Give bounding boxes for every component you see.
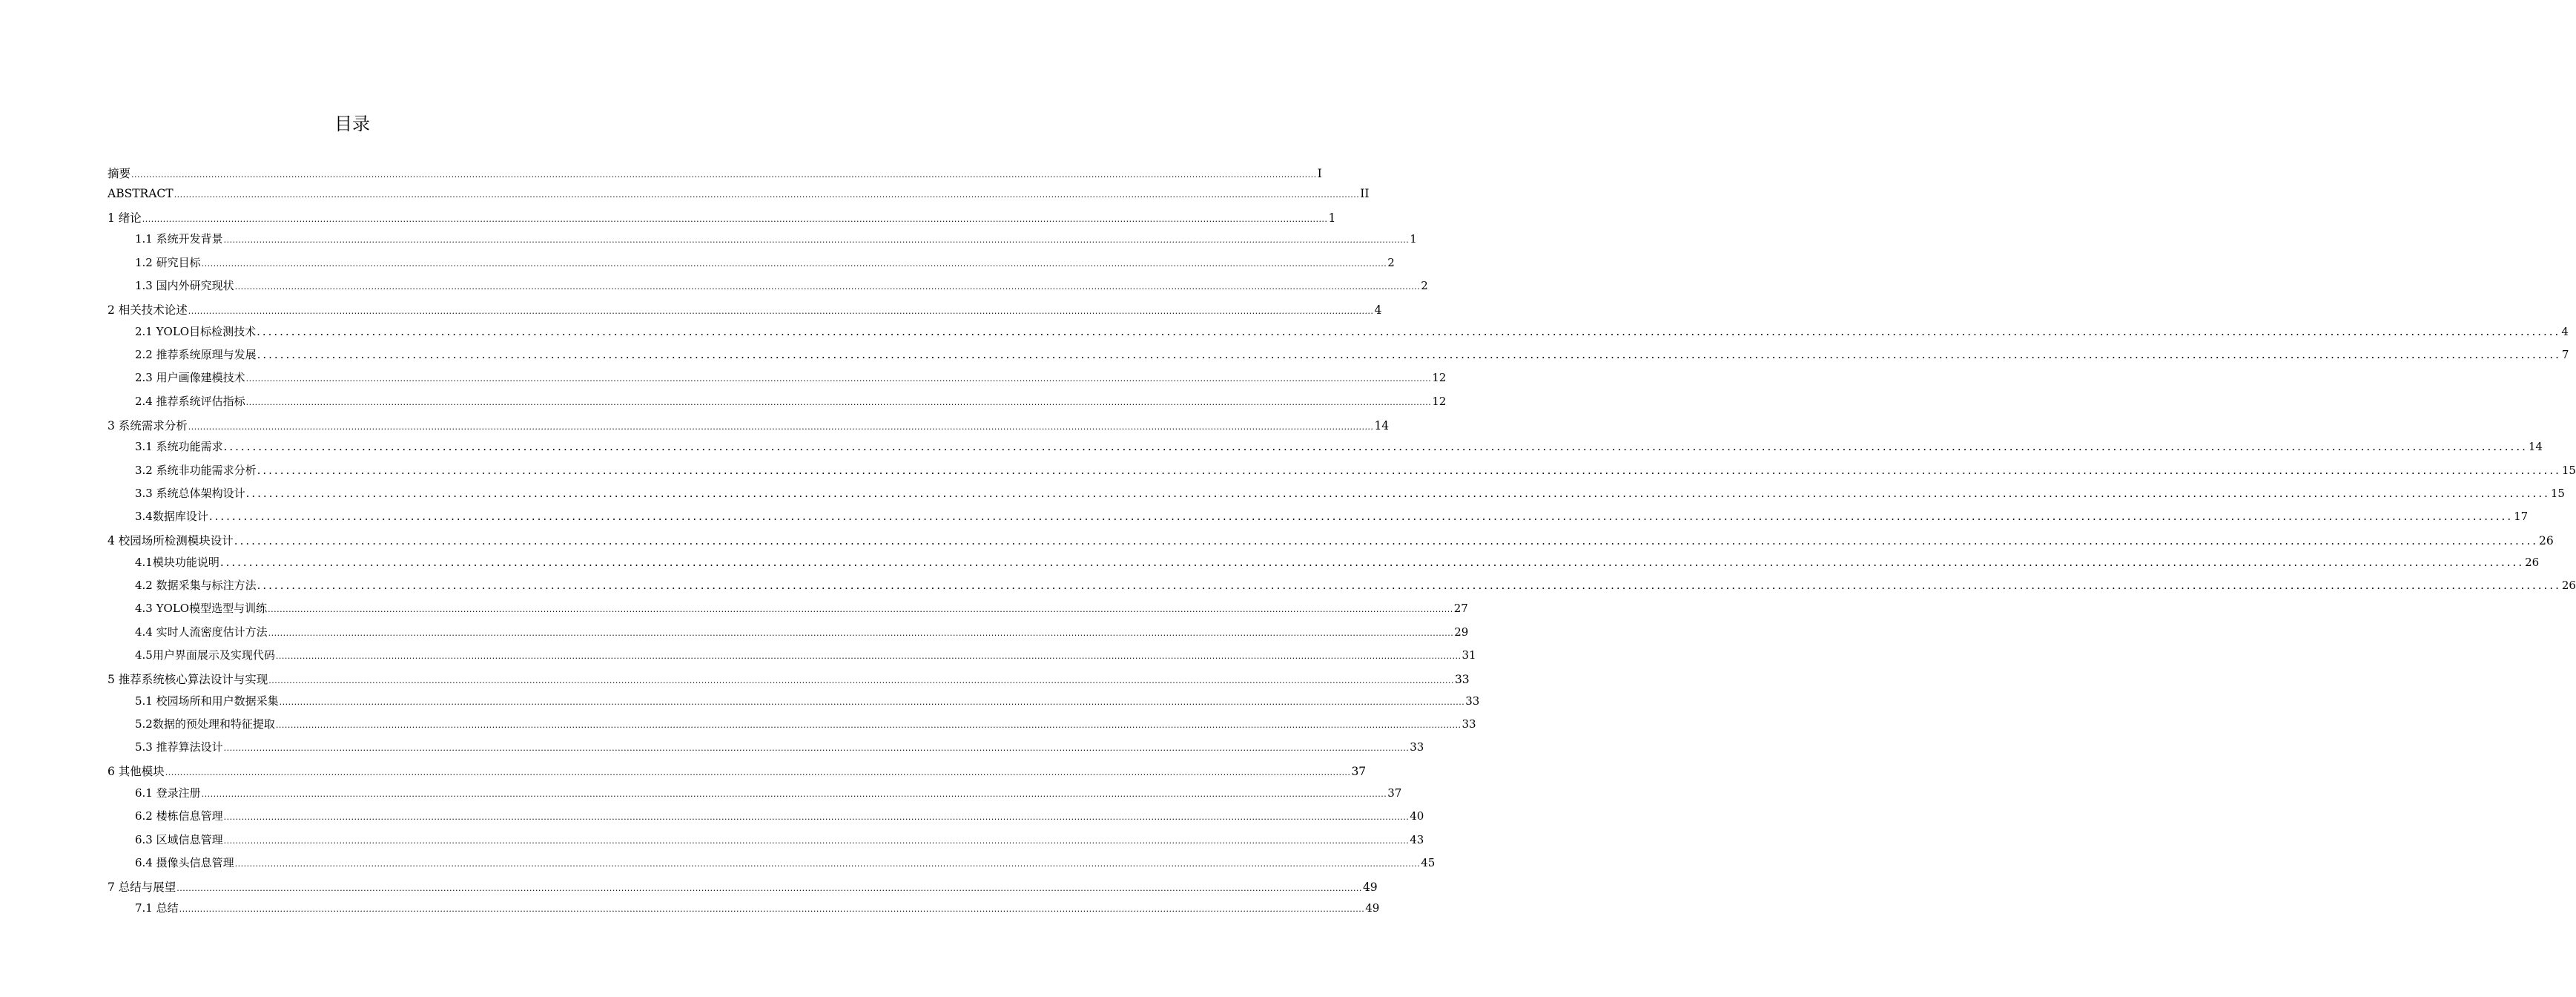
toc-dot-leader: ................................................................................................................................................................................................................................................................................................................................................................................................................ — [268, 605, 1453, 615]
toc-entry[interactable] — [108, 647, 1476, 666]
toc-entry[interactable] — [108, 508, 2529, 527]
toc-dot-leader: ................................................................................................................................................................................................................................................................................................................................................................................................................ — [268, 628, 1454, 638]
toc-dot-leader: ................................................................................................................................................................................................................................................................................................................................................................................................................ — [223, 812, 1410, 823]
toc-entry[interactable] — [108, 693, 1480, 712]
toc-dot-leader: ................................................................................................................................................................................................................................................................................................................................................................................................................ — [245, 374, 1432, 384]
toc-entry-page: 14 — [2528, 440, 2543, 454]
toc-entry-page: 33 — [1410, 740, 1424, 754]
toc-entry[interactable] — [108, 832, 1424, 851]
toc-entry[interactable] — [108, 855, 1436, 874]
toc-entry-title: 2.3 用户画像建模技术 — [135, 371, 245, 385]
toc-entry-page: 29 — [1454, 625, 1469, 639]
toc-dot-leader: ................................................................................................................................................................................................................................................................................................................................................................................................................ — [223, 835, 1410, 846]
toc-entry[interactable] — [108, 462, 2576, 481]
toc-entry[interactable] — [108, 671, 1470, 688]
toc-entry[interactable] — [108, 209, 1336, 227]
toc-dot-leader: ................................................................................................................................................................................................................................................................................................................................................................................................................ — [275, 651, 1462, 662]
toc-entry-page: 12 — [1432, 394, 1447, 408]
toc-entry-title: 2.4 推荐系统评估指标 — [135, 394, 245, 408]
toc-entry[interactable] — [108, 438, 2543, 458]
toc-dot-leader: ................................................................................................................................................................................................................................................................................................................................................................................................................ — [257, 579, 2561, 593]
toc-entry-page: 27 — [1453, 602, 1468, 616]
toc-entry-title: ABSTRACT — [108, 187, 174, 200]
toc-entry[interactable] — [108, 532, 2554, 550]
toc-dot-leader: ................................................................................................................................................................................................................................................................................................................................................................................................................ — [223, 235, 1410, 246]
toc-entry-title: 6.2 楼栋信息管理 — [135, 809, 223, 823]
toc-entry[interactable] — [108, 369, 1447, 389]
toc-entry-page: 4 — [2561, 324, 2569, 338]
toc-entry-title: 1.2 研究目标 — [135, 255, 201, 269]
toc-entry[interactable] — [108, 739, 1424, 758]
toc-entry[interactable] — [108, 417, 1390, 435]
toc-entry[interactable] — [108, 165, 1322, 182]
toc-dot-leader: ................................................................................................................................................................................................................................................................................................................................................................................................................ — [268, 676, 1454, 686]
toc-entry-title: 2.1 YOLO目标检测技术 — [135, 324, 257, 338]
toc-dot-leader: ................................................................................................................................................................................................................................................................................................................................................................................................................ — [176, 883, 1362, 893]
toc-entry[interactable] — [108, 577, 2576, 596]
toc-entry-title: 4.5用户界面展示及实现代码 — [135, 648, 275, 662]
toc-dot-leader: ................................................................................................................................................................................................................................................................................................................................................................................................................ — [179, 904, 1365, 915]
toc-entry[interactable] — [108, 485, 2565, 504]
toc-entry-title: 3.3 系统总体架构设计 — [135, 486, 245, 500]
toc-entry-page: 31 — [1462, 648, 1476, 662]
toc-entry[interactable] — [108, 323, 2569, 343]
toc-entry-title: 1.3 国内外研究现状 — [135, 279, 234, 293]
page-title: 目录 — [334, 113, 370, 134]
toc-dot-leader: ................................................................................................................................................................................................................................................................................................................................................................................................................ — [223, 743, 1410, 754]
table-of-contents — [108, 165, 2576, 919]
toc-entry-title: 5.1 校园场所和用户数据采集 — [135, 694, 279, 708]
toc-entry-title: 3.1 系统功能需求 — [135, 440, 223, 454]
toc-entry[interactable] — [108, 900, 1380, 919]
toc-dot-leader: ................................................................................................................................................................................................................................................................................................................................................................................................................ — [275, 720, 1462, 731]
toc-dot-leader: ................................................................................................................................................................................................................................................................................................................................................................................................................ — [223, 440, 2528, 454]
toc-entry-title: 4.1模块功能说明 — [135, 555, 219, 569]
toc-entry-title: 1.1 系统开发背景 — [135, 232, 223, 246]
toc-entry-title: 4 校园场所检测模块设计 — [108, 534, 234, 548]
toc-dot-leader: ................................................................................................................................................................................................................................................................................................................................................................................................................ — [234, 282, 1421, 292]
toc-entry-title: 6.3 区域信息管理 — [135, 832, 223, 846]
toc-entry-page: 4 — [1374, 303, 1382, 317]
toc-entry-page: 40 — [1410, 809, 1424, 823]
toc-dot-leader: ................................................................................................................................................................................................................................................................................................................................................................................................................ — [174, 190, 1360, 200]
toc-entry-title: 3.2 系统非功能需求分析 — [135, 463, 257, 477]
toc-dot-leader: ................................................................................................................................................................................................................................................................................................................................................................................................................ — [257, 347, 2561, 361]
toc-dot-leader: ................................................................................................................................................................................................................................................................................................................................................................................................................ — [208, 510, 2514, 524]
toc-dot-leader: ................................................................................................................................................................................................................................................................................................................................................................................................................ — [245, 397, 1432, 407]
toc-dot-leader: ................................................................................................................................................................................................................................................................................................................................................................................................................ — [245, 486, 2550, 500]
toc-entry[interactable] — [108, 254, 1395, 274]
toc-entry-page: 33 — [1454, 673, 1470, 687]
toc-entry-page: I — [1317, 167, 1322, 180]
toc-entry-page: 15 — [2561, 463, 2576, 477]
toc-entry-title: 4.3 YOLO模型选型与训练 — [135, 602, 268, 616]
toc-entry-title: 4.4 实时人流密度估计方法 — [135, 625, 268, 639]
toc-entry-title: 5 推荐系统核心算法设计与实现 — [108, 673, 268, 687]
toc-entry-page: 26 — [2539, 534, 2554, 548]
toc-entry-page: 14 — [1374, 418, 1390, 432]
toc-entry-page: 1 — [1410, 232, 1417, 246]
toc-entry-title: 5.2数据的预处理和特征提取 — [135, 717, 275, 731]
toc-entry-title: 2 相关技术论述 — [108, 303, 188, 317]
toc-entry[interactable] — [108, 716, 1476, 735]
toc-entry[interactable] — [108, 878, 1378, 896]
toc-entry-page: 12 — [1432, 371, 1447, 385]
toc-entry-page: 45 — [1421, 855, 1436, 869]
toc-entry[interactable] — [108, 231, 1417, 250]
toc-entry-page: 2 — [1421, 279, 1428, 293]
toc-entry[interactable] — [108, 763, 1367, 780]
toc-entry[interactable] — [108, 277, 1428, 297]
toc-entry[interactable] — [108, 393, 1447, 412]
toc-dot-leader: ................................................................................................................................................................................................................................................................................................................................................................................................................ — [201, 258, 1387, 269]
toc-dot-leader: ................................................................................................................................................................................................................................................................................................................................................................................................................ — [165, 768, 1351, 778]
toc-entry-title: 6.4 摄像头信息管理 — [135, 855, 234, 869]
toc-entry[interactable] — [108, 187, 1370, 205]
toc-entry-title: 4.2 数据采集与标注方法 — [135, 579, 257, 593]
toc-entry-page: 2 — [1387, 255, 1395, 269]
toc-entry-title: 1 绪论 — [108, 211, 142, 225]
toc-dot-leader: ................................................................................................................................................................................................................................................................................................................................................................................................................ — [142, 214, 1328, 224]
toc-entry-page: 7 — [2561, 347, 2569, 361]
toc-entry-page: 37 — [1387, 786, 1402, 800]
toc-entry-page: II — [1360, 187, 1370, 200]
toc-entry-page: 15 — [2550, 486, 2565, 500]
toc-entry[interactable] — [108, 301, 1382, 319]
toc-entry-page: 33 — [1462, 717, 1476, 731]
toc-entry-page: 43 — [1410, 832, 1424, 846]
toc-entry[interactable] — [108, 808, 1424, 827]
toc-entry-page: 37 — [1351, 765, 1367, 779]
toc-entry-page: 49 — [1362, 880, 1378, 894]
toc-entry[interactable] — [108, 600, 1468, 619]
toc-dot-leader: ................................................................................................................................................................................................................................................................................................................................................................................................................ — [279, 697, 1465, 707]
toc-entry-page: 26 — [2561, 579, 2576, 593]
toc-dot-leader: ................................................................................................................................................................................................................................................................................................................................................................................................................ — [219, 555, 2525, 569]
toc-entry-title: 2.2 推荐系统原理与发展 — [135, 347, 257, 361]
toc-entry-title: 5.3 推荐算法设计 — [135, 740, 223, 754]
toc-entry-title: 3.4数据库设计 — [135, 510, 208, 524]
toc-entry-title: 7 总结与展望 — [108, 880, 176, 894]
toc-dot-leader: ................................................................................................................................................................................................................................................................................................................................................................................................................ — [234, 534, 2539, 548]
toc-dot-leader: ................................................................................................................................................................................................................................................................................................................................................................................................................ — [188, 306, 1374, 317]
toc-dot-leader: ................................................................................................................................................................................................................................................................................................................................................................................................................ — [201, 789, 1387, 799]
toc-entry-page: 17 — [2514, 510, 2529, 524]
toc-dot-leader: ................................................................................................................................................................................................................................................................................................................................................................................................................ — [257, 324, 2561, 338]
toc-dot-leader: ................................................................................................................................................................................................................................................................................................................................................................................................................ — [257, 463, 2561, 477]
toc-dot-leader: ................................................................................................................................................................................................................................................................................................................................................................................................................ — [131, 170, 1317, 180]
toc-entry-title: 3 系统需求分析 — [108, 418, 188, 432]
toc-entry-title: 摘要 — [108, 167, 131, 180]
toc-entry-title: 7.1 总结 — [135, 901, 179, 915]
toc-entry-page: 49 — [1365, 901, 1380, 915]
toc-dot-leader: ................................................................................................................................................................................................................................................................................................................................................................................................................ — [188, 421, 1374, 432]
toc-entry-page: 26 — [2525, 555, 2540, 569]
toc-entry-title: 6.1 登录注册 — [135, 786, 201, 800]
toc-entry-title: 6 其他模块 — [108, 765, 165, 779]
toc-dot-leader: ................................................................................................................................................................................................................................................................................................................................................................................................................ — [234, 858, 1421, 869]
toc-entry[interactable] — [108, 346, 2569, 366]
toc-entry[interactable] — [108, 554, 2540, 573]
toc-entry[interactable] — [108, 785, 1402, 804]
toc-entry[interactable] — [108, 624, 1469, 643]
toc-entry-page: 33 — [1465, 694, 1480, 708]
toc-entry-page: 1 — [1328, 211, 1336, 225]
